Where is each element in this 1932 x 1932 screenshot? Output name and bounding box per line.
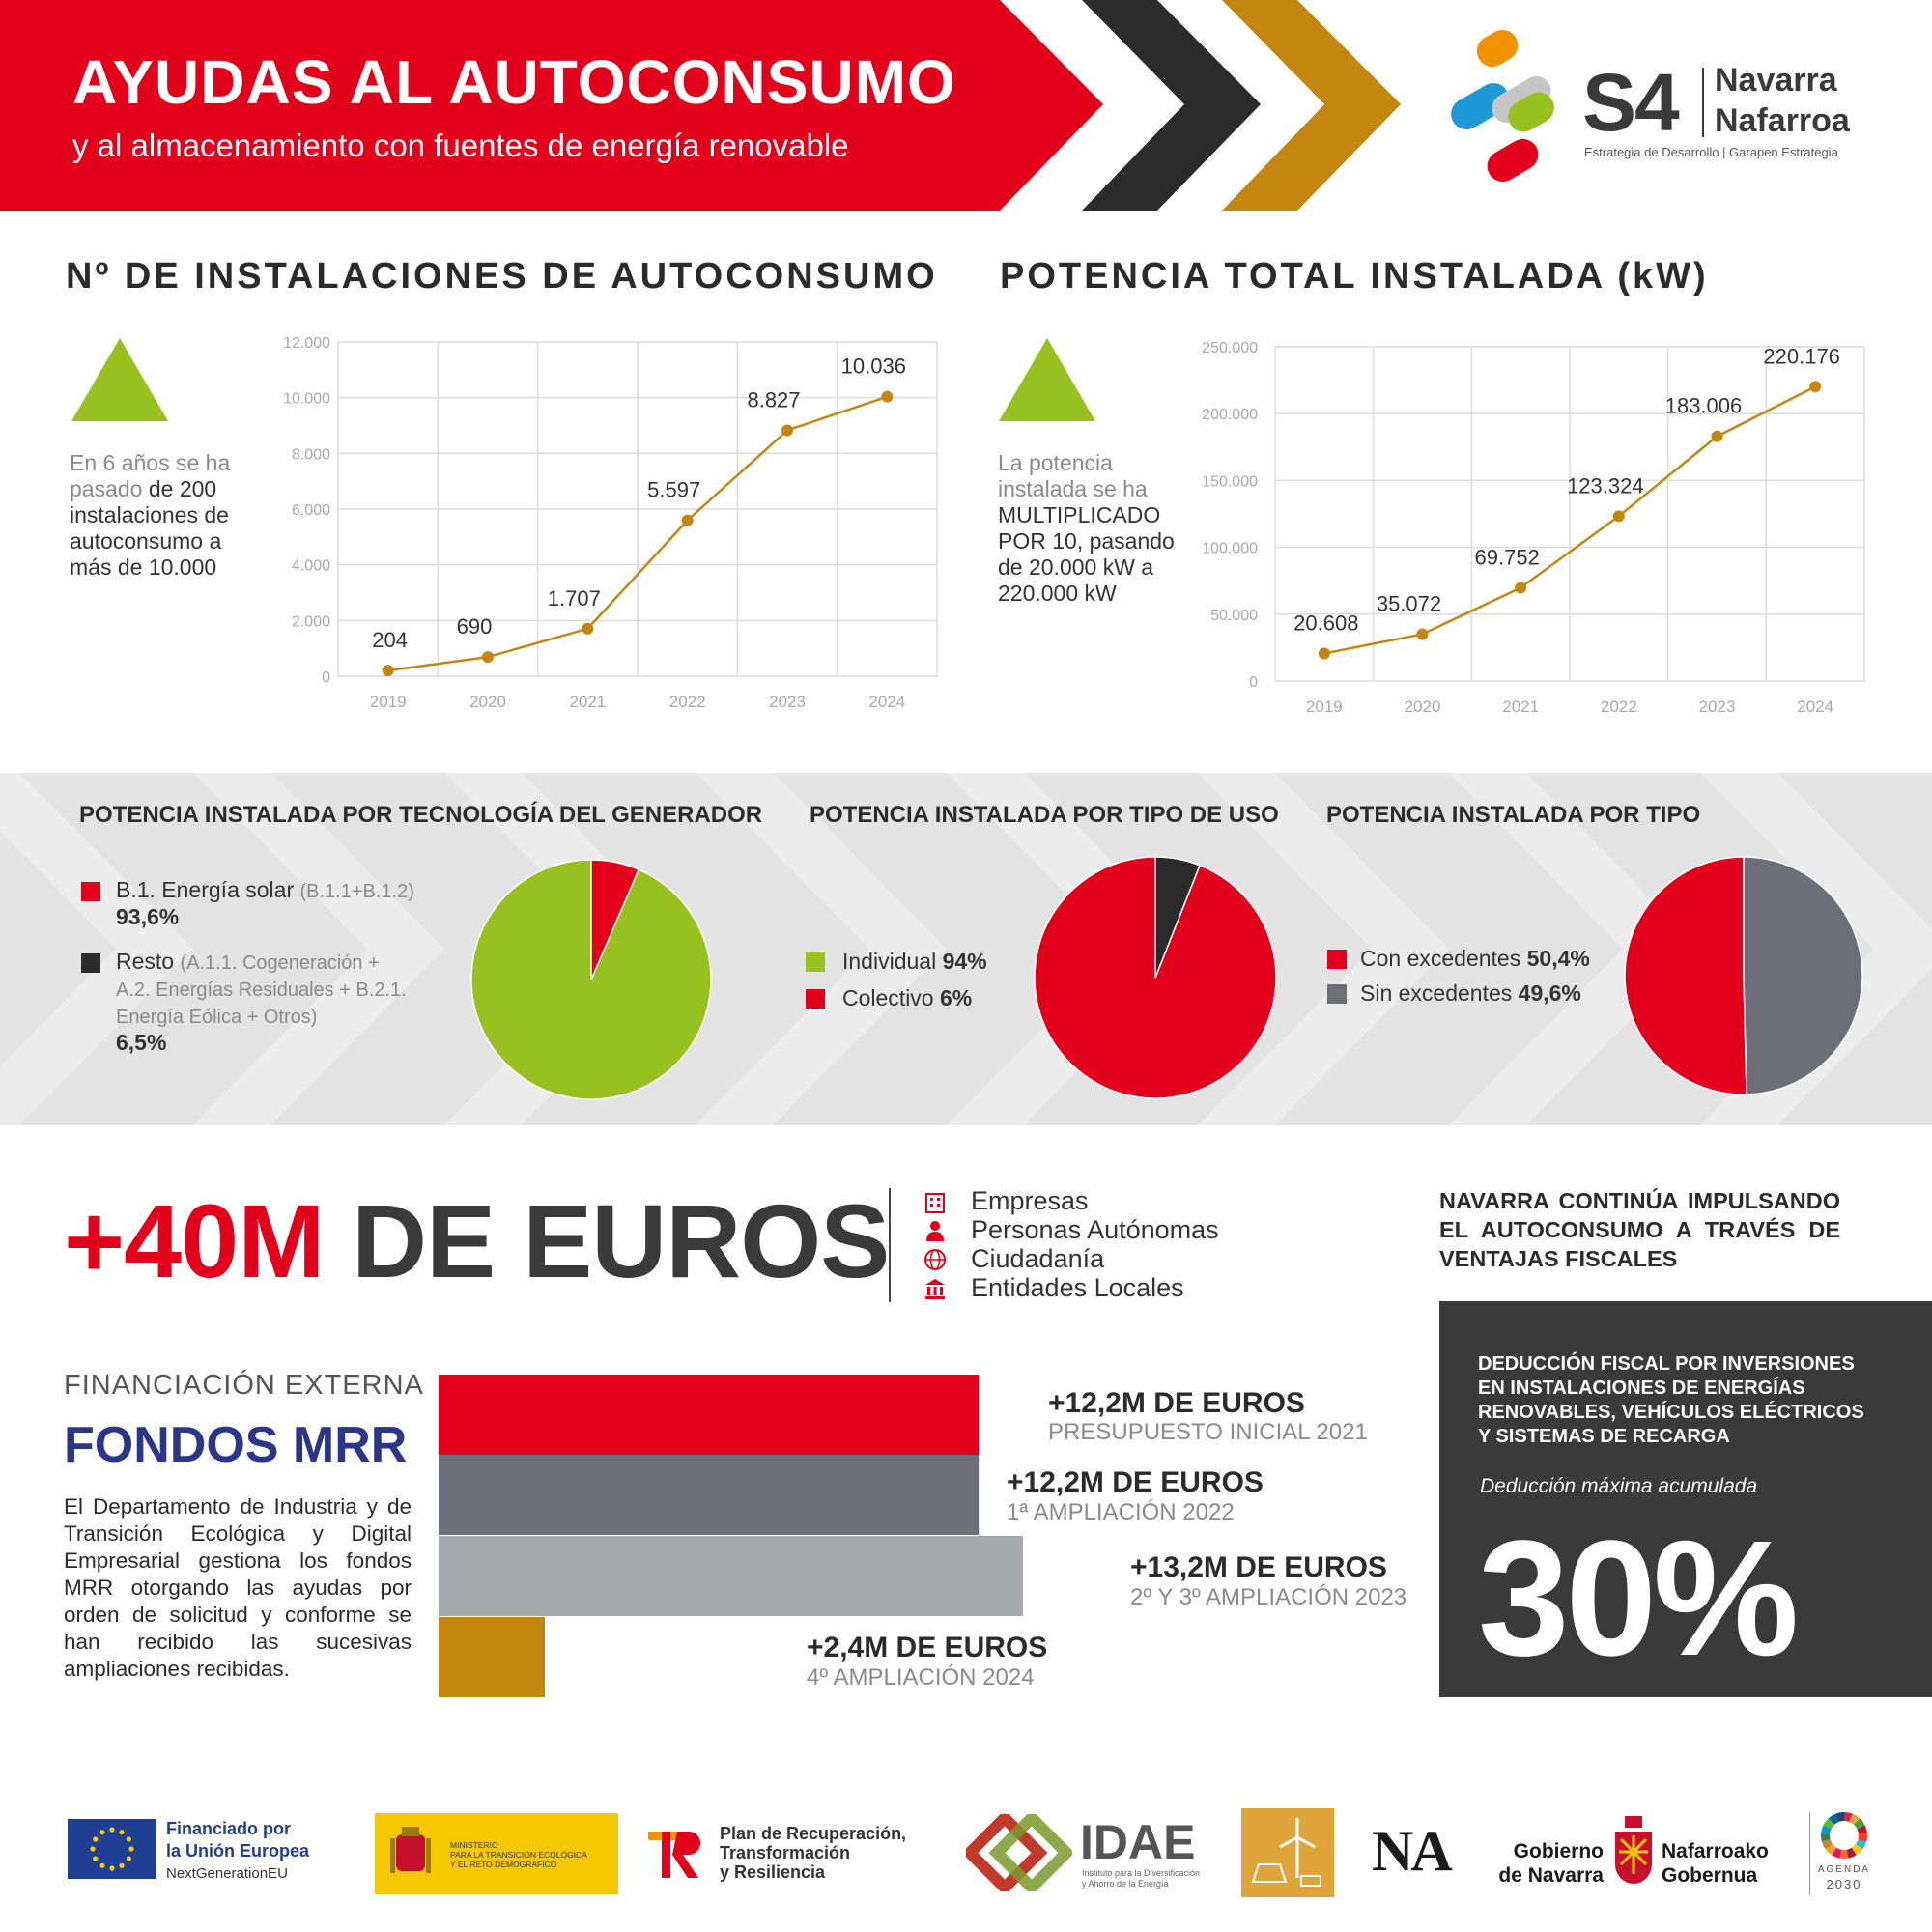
instalaciones-note-muted: En 6 años se ha pasado (70, 450, 231, 501)
potencia-title: POTENCIA TOTAL INSTALADA (kW) (1000, 256, 1709, 297)
instalaciones-note (70, 450, 263, 581)
page-title: AYUDAS AL AUTOCONSUMO (72, 47, 956, 117)
pie-2-legend-swatch-individual (806, 952, 825, 972)
pie-1-legend-resto-name: Resto (116, 949, 175, 974)
financiacion-label: FINANCIACIÓN EXTERNA (64, 1370, 424, 1401)
pie-1-legend-solar-value: 93,6% (116, 904, 180, 929)
fondos-mrr-title: FONDOS MRR (64, 1417, 408, 1473)
pie-1-title: POTENCIA INSTALADA POR TECNOLOGÍA DEL GENERADOR (79, 802, 763, 828)
fondos-bar-3 (439, 1536, 1023, 1616)
nafarroako-line-1: Nafarroako (1662, 1840, 1769, 1862)
ministerio-logo (375, 1813, 618, 1894)
fiscal-box-sub: Deducción máxima acumulada (1480, 1475, 1758, 1497)
potencia-chart-data-label: 35.072 (1376, 591, 1442, 616)
pie-2-title: POTENCIA INSTALADA POR TIPO DE USO (810, 802, 1279, 828)
idae-sub-line-2: y Ahorro de la Energía (1082, 1879, 1169, 1889)
pie-2-legend-individual (842, 949, 987, 974)
pie-2-legend-individual-value: 94% (942, 949, 987, 974)
eu-star (119, 1830, 124, 1834)
pie-charts-band (0, 773, 1932, 1125)
fiscal-percent: 30% (1478, 1507, 1796, 1690)
eu-star (109, 1865, 114, 1870)
potencia-chart-point (1613, 510, 1625, 522)
bar-3-label: 2º Y 3º AMPLIACIÓN 2023 (1130, 1584, 1407, 1610)
instalaciones-title: Nº DE INSTALACIONES DE AUTOCONSUMO (66, 256, 938, 297)
instalaciones-line-chart (261, 319, 956, 724)
bar-2-label: 1ª AMPLIACIÓN 2022 (1007, 1499, 1235, 1525)
logo-divider (1702, 68, 1704, 137)
gobierno-text (1488, 1839, 1604, 1888)
pie-3-legend-sin-name: Sin excedentes (1360, 980, 1513, 1006)
instalaciones-chart-y-tick: 10.000 (283, 390, 330, 408)
potencia-chart-x-tick: 2020 (1404, 697, 1441, 716)
instalaciones-chart-data-label: 1.707 (547, 585, 601, 611)
pie-2-legend-colectivo (842, 985, 972, 1010)
green-up-triangle-icon (999, 338, 1095, 421)
pie-2-legend-individual-name: Individual (842, 949, 937, 974)
potencia-chart-y-tick: 50.000 (1210, 607, 1258, 624)
instalaciones-chart-data-label: 690 (456, 614, 493, 639)
potencia-note (998, 450, 1181, 607)
eu-star (128, 1846, 133, 1851)
potencia-chart-x-tick: 2021 (1502, 697, 1540, 716)
agenda-year: 2030 (1826, 1877, 1862, 1891)
pie-1-legend-resto-detail: (A.1.1. Cogeneración + A.2. Energías Residuales + B.2.1. Energía Eólica + Otros) (116, 952, 407, 1028)
benef-autonomas: Personas Autónomas (971, 1215, 1219, 1244)
instalaciones-chart-x-tick: 2021 (569, 693, 607, 711)
potencia-chart-y-tick: 250.000 (1202, 340, 1258, 356)
nafarroako-line-2: Gobernua (1662, 1864, 1758, 1887)
instalaciones-chart-x-tick: 2020 (469, 693, 506, 711)
euros-headline (64, 1180, 889, 1301)
pie-2-legend-colectivo-name: Colectivo (842, 985, 934, 1010)
prtr-line-3: y Resiliencia (720, 1862, 826, 1882)
pie-3-legend-sin (1360, 980, 1581, 1006)
eu-star (90, 1846, 95, 1851)
potencia-chart-x-tick: 2023 (1698, 697, 1736, 716)
person-icon (923, 1219, 947, 1242)
prtr-text (720, 1824, 906, 1882)
eu-star (99, 1830, 104, 1834)
euros-headline-rest: DE EUROS (324, 1182, 890, 1299)
eu-star (99, 1863, 104, 1868)
potencia-chart-point (1515, 582, 1526, 593)
institution-icon (923, 1277, 947, 1300)
logo-tagline: Estrategia de Desarrollo | Garapen Estrategia (1584, 145, 1838, 159)
bar-3-amount: +13,2M DE EUROS (1130, 1551, 1387, 1583)
building-icon (923, 1190, 947, 1213)
idae-subtitle (1082, 1868, 1200, 1889)
pie-3-chart (1623, 855, 1864, 1096)
pie-3-legend-con-value: 50,4% (1526, 946, 1590, 971)
sdg-wheel-icon (1820, 1811, 1868, 1860)
potencia-note-muted: La potencia instalada se ha (998, 450, 1148, 501)
instalaciones-chart-data-label: 5.597 (647, 477, 701, 502)
potencia-chart-data-label: 69.752 (1474, 545, 1540, 570)
bar-4-amount: +2,4M DE EUROS (807, 1632, 1048, 1663)
logo-line-2: Nafarroa (1715, 102, 1850, 139)
instalaciones-chart-y-tick: 8.000 (291, 446, 330, 464)
footer-divider (1809, 1812, 1810, 1895)
potencia-chart-y-tick: 100.000 (1202, 540, 1258, 557)
pie-3-legend-con-name: Con excedentes (1360, 946, 1521, 971)
eu-star (127, 1836, 131, 1841)
eu-line-2: la Unión Europea (166, 1841, 310, 1861)
gobierno-line-1: Gobierno (1513, 1840, 1604, 1862)
potencia-note-main: MULTIPLICADO POR 10, pasando de 20.000 kW a 220.000 kW (998, 502, 1175, 606)
bar-4-label: 4º AMPLIACIÓN 2024 (807, 1664, 1035, 1690)
instalaciones-chart-data-label: 10.036 (840, 354, 906, 379)
pie-1-legend-swatch-solar (81, 882, 100, 901)
eu-line-3: NextGenerationEU (166, 1865, 288, 1882)
benef-ciudadania: Ciudadanía (971, 1244, 1105, 1273)
energy-wind-solar-icon (1241, 1808, 1334, 1897)
fiscal-box (1439, 1301, 1932, 1697)
logo-mark-text: S4 (1582, 57, 1678, 148)
ministerio-line-3: Y EL RETO DEMOGRÁFICO (450, 1860, 557, 1869)
nafarroako-text (1662, 1839, 1769, 1888)
pie-3-slice-2 (1744, 857, 1862, 1094)
pie-1-chart (469, 858, 713, 1101)
navarra-coat-of-arms-icon (1611, 1816, 1656, 1888)
potencia-chart-data-label: 20.608 (1293, 611, 1359, 636)
benef-entidades: Entidades Locales (971, 1273, 1184, 1302)
euros-headline-amount: +40M (64, 1182, 325, 1299)
prtr-logo-icon (642, 1826, 710, 1884)
gobierno-line-2: de Navarra (1498, 1864, 1604, 1887)
eu-star (93, 1836, 98, 1841)
instalaciones-chart-point (582, 623, 593, 635)
agenda-label: AGENDA (1817, 1864, 1871, 1875)
potencia-line-chart (1183, 324, 1898, 729)
fiscal-box-text: DEDUCCIÓN FISCAL POR INVERSIONES EN INSTALACIONES DE ENERGÍAS RENOVABLES, VEHÍCULOS ELÉCTRICOS Y SISTEMAS DE RECARGA (1478, 1353, 1864, 1447)
bar-2-amount: +12,2M DE EUROS (1007, 1466, 1264, 1498)
pie-3-slice-1 (1625, 857, 1747, 1094)
benef-empresas: Empresas (971, 1186, 1089, 1215)
potencia-chart-x-tick: 2022 (1600, 697, 1637, 716)
pie-3-legend-swatch-con (1327, 950, 1347, 969)
bar-1-label: PRESUPUESTO INICIAL 2021 (1048, 1419, 1368, 1445)
spain-coat-of-arms-icon (388, 1825, 433, 1883)
potencia-chart-x-tick: 2024 (1797, 697, 1834, 716)
eu-text (166, 1818, 309, 1885)
na-logo: NA (1372, 1819, 1450, 1883)
prtr-line-2: Transformación (720, 1843, 851, 1862)
instalaciones-chart-y-tick: 2.000 (291, 613, 330, 631)
pie-3-title: POTENCIA INSTALADA POR TIPO (1326, 802, 1701, 828)
pie-2-legend-swatch-colectivo (806, 989, 825, 1009)
pie-1-legend-resto (116, 949, 415, 1055)
pie-1-legend-solar (116, 877, 415, 929)
green-up-triangle-icon (71, 338, 168, 421)
instalaciones-chart-y-tick: 6.000 (291, 502, 330, 519)
pie-2-legend-colectivo-value: 6% (940, 985, 973, 1010)
instalaciones-chart-y-tick: 12.000 (283, 335, 330, 352)
instalaciones-note-main: de 200 instalaciones de autoconsumo a más de 10.000 (70, 476, 229, 580)
instalaciones-chart-point (881, 391, 893, 403)
page-subtitle: y al almacenamiento con fuentes de energía renovable (72, 128, 849, 163)
idae-title: IDAE (1080, 1815, 1196, 1869)
fiscal-heading: NAVARRA CONTINÚA IMPULSANDO EL AUTOCONSUMO A TRAVÉS DE VENTAJAS FISCALES (1439, 1188, 1840, 1271)
euros-divider (889, 1188, 891, 1302)
instalaciones-chart-y-tick: 4.000 (291, 557, 330, 575)
fondos-bar-4 (439, 1617, 545, 1697)
instalaciones-chart-x-tick: 2024 (868, 693, 906, 711)
potencia-chart-x-tick: 2019 (1305, 697, 1343, 716)
bar-1-amount: +12,2M DE EUROS (1048, 1387, 1305, 1419)
prtr-line-1: Plan de Recuperación, (720, 1824, 907, 1843)
pie-3-legend-con (1360, 946, 1590, 971)
s4-logo-mark (1445, 24, 1559, 187)
pie-1-legend-resto-value: 6,5% (116, 1030, 167, 1055)
potencia-chart-data-label: 123.324 (1567, 473, 1644, 498)
ministerio-text (450, 1840, 587, 1869)
potencia-chart-point (1319, 647, 1330, 659)
instalaciones-chart-x-tick: 2022 (668, 693, 706, 711)
instalaciones-chart-point (682, 515, 694, 526)
pie-1-legend-solar-name: B.1. Energía solar (116, 877, 295, 902)
instalaciones-chart-y-tick: 0 (322, 669, 330, 686)
potencia-chart-data-label: 220.176 (1763, 344, 1840, 369)
instalaciones-chart-point (781, 424, 793, 436)
pie-1-legend-solar-detail: (B.1.1+B.1.2) (299, 881, 414, 902)
globe-icon (923, 1248, 947, 1271)
potencia-chart-y-tick: 150.000 (1202, 473, 1258, 491)
eu-star (127, 1856, 131, 1861)
instalaciones-chart-data-label: 204 (372, 628, 409, 653)
idae-sub-line-1: Instituto para la Diversificación (1082, 1868, 1201, 1878)
instalaciones-chart-point (383, 665, 394, 676)
header-black-chevron (1082, 0, 1261, 211)
instalaciones-chart-data-label: 8.827 (747, 387, 801, 412)
ministerio-line-1: MINISTERIO (450, 1840, 498, 1850)
eu-star (109, 1827, 114, 1832)
potencia-chart-y-tick: 200.000 (1202, 407, 1258, 424)
eu-flag-icon (68, 1819, 156, 1879)
eu-line-1: Financiado por (166, 1819, 292, 1838)
potencia-chart-point (1809, 381, 1821, 392)
fondos-bar-2 (439, 1455, 979, 1535)
eu-star (93, 1856, 98, 1861)
pie-1-legend-swatch-resto (81, 953, 100, 973)
pie-3-legend-sin-value: 49,6% (1518, 980, 1581, 1006)
potencia-chart-point (1712, 431, 1723, 442)
pie-3-legend-swatch-sin (1327, 984, 1347, 1004)
logo-line-1: Navarra (1715, 62, 1837, 99)
idae-logo-icon (966, 1814, 1072, 1891)
instalaciones-chart-x-tick: 2019 (369, 693, 407, 711)
instalaciones-chart-x-tick: 2023 (769, 693, 806, 711)
ministerio-line-2: PARA LA TRANSICIÓN ECOLÓGICA (450, 1850, 587, 1860)
potencia-chart-data-label: 183.006 (1664, 393, 1743, 418)
fondos-bar-1 (439, 1375, 979, 1455)
financiacion-description: El Departamento de Industria y de Transición Ecológica y Digital Empresarial gestiona los fondos MRR otorgando las ayudas por orden de solicitud y conforme se han recibido las sucesivas ampliaciones recibidas. (64, 1494, 412, 1681)
pie-2-chart (1033, 855, 1278, 1100)
instalaciones-chart-point (482, 651, 494, 663)
potencia-chart-y-tick: 0 (1249, 674, 1258, 691)
eu-star (119, 1863, 124, 1868)
potencia-chart-point (1417, 628, 1429, 639)
